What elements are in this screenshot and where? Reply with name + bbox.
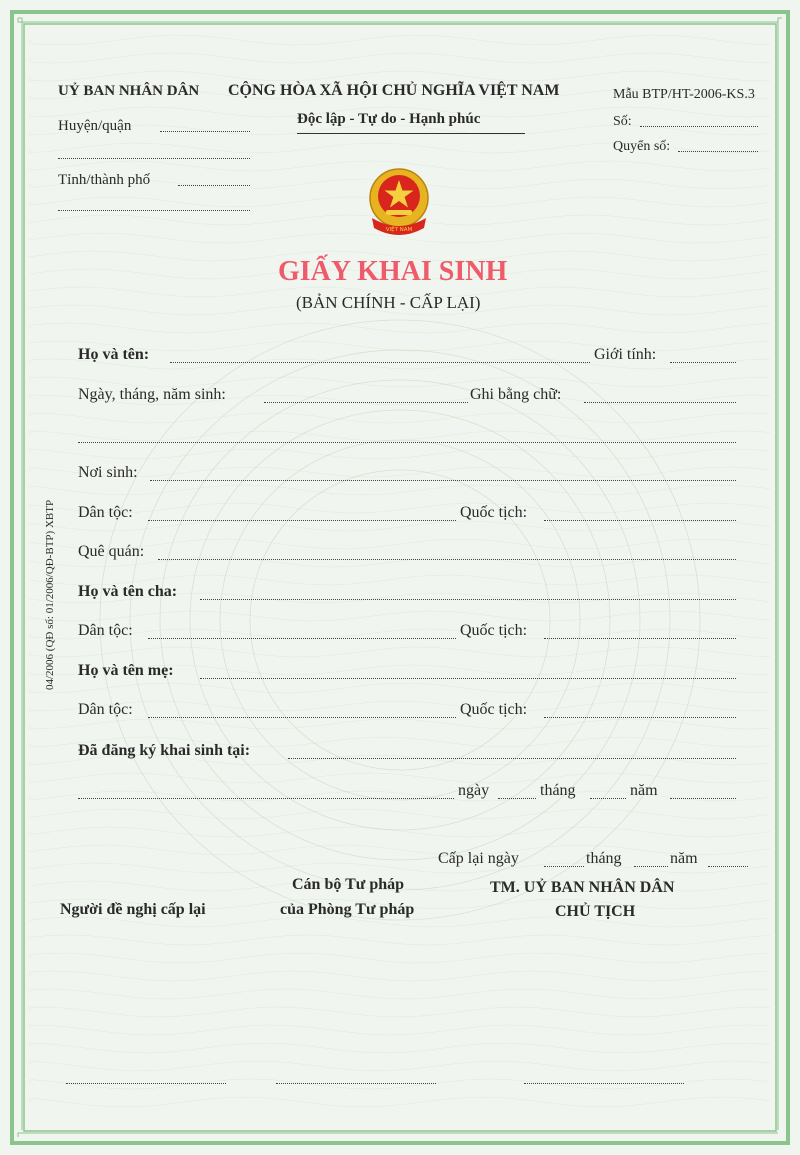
full-name-label: Họ và tên: xyxy=(78,346,150,363)
father-nationality-label: Quốc tịch: xyxy=(460,622,528,639)
book-label: Quyển số: xyxy=(613,139,671,154)
justice-officer-line-2: của Phòng Tư pháp xyxy=(280,901,415,918)
requester-label: Người đề nghị cấp lại xyxy=(60,901,206,918)
form-code: Mẫu BTP/HT-2006-KS.3 xyxy=(613,87,755,102)
reissue-month-label: tháng xyxy=(586,850,622,867)
mother-dots xyxy=(200,678,736,679)
father-nationality-dots xyxy=(544,638,736,639)
mother-nationality-dots xyxy=(544,717,736,718)
reissue-day-dots xyxy=(544,866,584,867)
dob-words-dots xyxy=(584,402,736,403)
motto: Độc lập - Tự do - Hạnh phúc xyxy=(297,111,481,127)
motto-underline xyxy=(297,133,525,134)
hometown-dots xyxy=(158,559,736,560)
ethnicity-label: Dân tộc: xyxy=(78,504,133,521)
mother-label: Họ và tên mẹ: xyxy=(78,662,174,679)
emblem-ribbon-text: VIỆT NAM xyxy=(385,227,413,233)
registered-at-dots xyxy=(288,758,736,759)
district-label: Huyện/quận xyxy=(58,118,132,134)
hometown-label: Quê quán: xyxy=(78,543,145,560)
committee-sign-dots xyxy=(524,1083,684,1084)
republic-name: CỘNG HÒA XÃ HỘI CHỦ NGHĨA VIỆT NAM xyxy=(228,82,560,99)
book-dots xyxy=(678,151,758,152)
nationality-dots xyxy=(544,520,736,521)
province-dots-2 xyxy=(58,210,250,211)
father-label: Họ và tên cha: xyxy=(78,583,178,600)
requester-sign-dots xyxy=(66,1083,226,1084)
father-ethnicity-dots xyxy=(148,638,456,639)
birthplace-label: Nơi sinh: xyxy=(78,464,138,481)
reg-year-dots xyxy=(670,798,736,799)
nationality-label: Quốc tịch: xyxy=(460,504,528,521)
dob-words-label: Ghi bằng chữ: xyxy=(470,386,562,403)
committee-label: UỶ BAN NHÂN DÂN xyxy=(58,83,200,99)
ethnicity-dots xyxy=(148,520,456,521)
committee-sign-line-2: CHỦ TỊCH xyxy=(555,903,636,920)
document-subtitle: (BẢN CHÍNH - CẤP LẠI) xyxy=(296,293,481,312)
reg-year-label: năm xyxy=(630,782,658,799)
reissue-year-dots xyxy=(708,866,748,867)
number-dots xyxy=(640,126,758,127)
province-dots xyxy=(178,185,250,186)
district-dots xyxy=(160,131,250,132)
dob-label: Ngày, tháng, năm sinh: xyxy=(78,386,226,403)
side-note: 04/2006 (QĐ số: 01/2006/QĐ-BTP) XBTP xyxy=(44,499,56,690)
reg-day-dots xyxy=(498,798,536,799)
mother-ethnicity-dots xyxy=(148,717,456,718)
justice-officer-line-1: Cán bộ Tư pháp xyxy=(292,876,405,893)
mother-ethnicity-label: Dân tộc: xyxy=(78,701,133,718)
registered-at-label: Đã đăng ký khai sinh tại: xyxy=(78,742,251,759)
number-label: Số: xyxy=(613,114,632,129)
father-dots xyxy=(200,599,736,600)
gender-label: Giới tính: xyxy=(594,346,657,363)
reg-day-label: ngày xyxy=(458,782,490,799)
reissue-year-label: năm xyxy=(670,850,698,867)
document-title: GIẤY KHAI SINH xyxy=(278,256,508,287)
dob-words-dots-2 xyxy=(78,442,736,443)
reg-month-label: tháng xyxy=(540,782,576,799)
district-dots-2 xyxy=(58,158,250,159)
father-ethnicity-label: Dân tộc: xyxy=(78,622,133,639)
province-label: Tỉnh/thành phố xyxy=(58,172,151,188)
registered-at-dots-2 xyxy=(78,798,454,799)
birthplace-dots xyxy=(150,480,736,481)
full-name-dots xyxy=(170,362,590,363)
reg-month-dots xyxy=(590,798,626,799)
reissue-month-dots xyxy=(634,866,668,867)
committee-sign-line-1: TM. UỶ BAN NHÂN DÂN xyxy=(490,879,675,896)
national-emblem-icon xyxy=(366,166,432,242)
mother-nationality-label: Quốc tịch: xyxy=(460,701,528,718)
dob-dots xyxy=(264,402,468,403)
reissue-date-label: Cấp lại ngày xyxy=(438,850,519,867)
justice-sign-dots xyxy=(276,1083,436,1084)
gender-dots xyxy=(670,362,736,363)
